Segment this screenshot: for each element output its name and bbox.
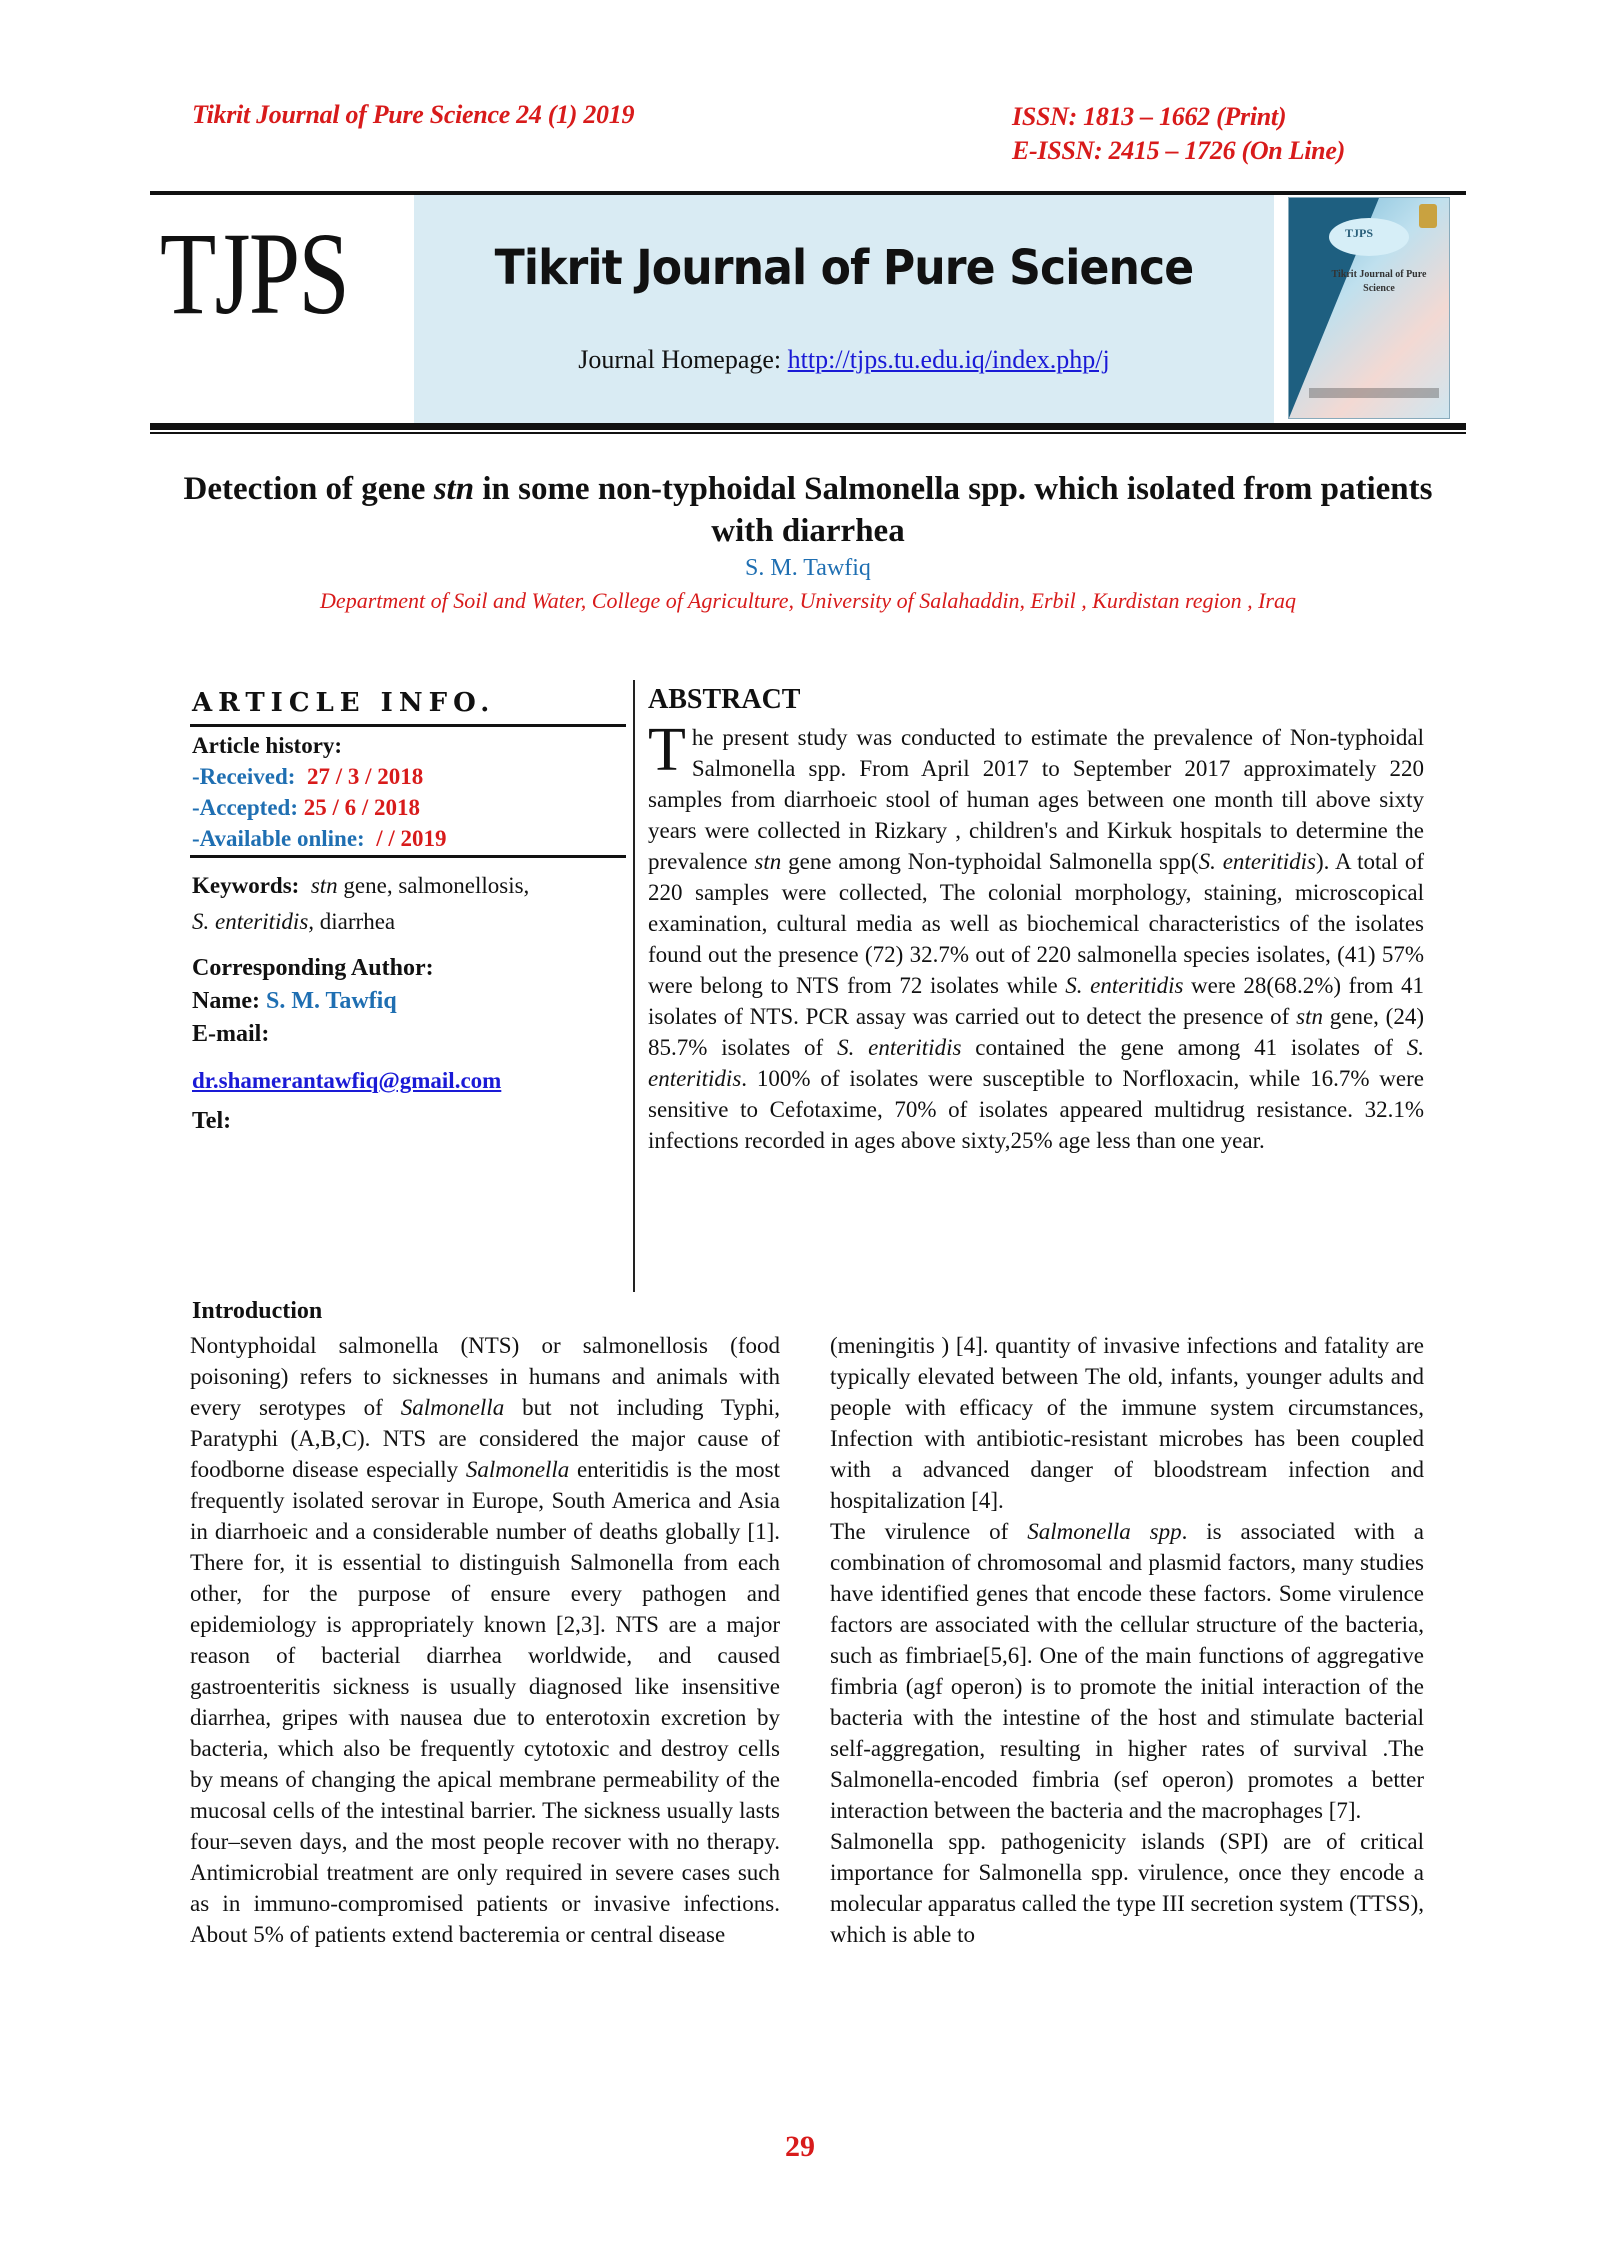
abstract-italic: S. enteritidis	[1198, 849, 1316, 874]
abstract-text: he present study was conducted to estimate the prevalence of Non-typhoidal Salmonella spp. From April 2017 to September 2017 approximately 220 samples from diarrhoeic stool of human ages between one month till above sixty years were collected in Rizkary , children's and Kirkuk hospitals to determine the prevalence	[648, 725, 1424, 874]
keyword-text: gene, salmonellosis,	[337, 873, 530, 898]
university-crest-icon	[1419, 204, 1437, 228]
cover-footer-text	[1309, 388, 1439, 398]
abstract-italic: stn	[1296, 1004, 1323, 1029]
corresponding-label: Corresponding Author:	[192, 955, 434, 981]
homepage-link[interactable]: http://tjps.tu.edu.iq/index.php/j	[787, 345, 1110, 374]
keywords-label: Keywords:	[192, 873, 300, 898]
intro-paragraph	[190, 1330, 780, 1950]
intro-text: but not including Typhi, Paratyphi (A,B,C). NTS are considered the major cause of foodborne disease especially	[190, 1395, 780, 1482]
issn-print: ISSN: 1813 – 1662 (Print)	[1012, 102, 1287, 131]
email-label: E-mail:	[192, 1021, 270, 1047]
article-info-rule-2	[190, 855, 626, 858]
drop-cap: T	[648, 716, 686, 784]
intro-paragraph	[830, 1516, 1424, 1826]
title-text-rest: in some non-typhoidal Salmonella spp. which isolated from patients with diarrhea	[474, 471, 1433, 549]
accepted-date: 25 / 6 / 2018	[303, 795, 421, 820]
page-number: 29	[785, 2130, 815, 2163]
email-link[interactable]: dr.shamerantawfiq@gmail.com	[192, 1068, 502, 1093]
intro-text: enteritidis is the most frequently isolated serovar in Europe, South America and Asia in diarrhoeic and a considerable number of deaths globally [1]. There for, it is essential to distinguish Salmonella from each other, for the purpose of ensure every pathogen and epidemiology is appropriately known [2,3]. NTS are a major reason of bacterial diarrhea worldwide, and caused gastroenteritis sickness is usually diagnosed like insensitive diarrhea, gripes with nausea due to enterotoxin excretion by bacteria, which also be frequently cytotoxic and destroy cells by means of changing the apical membrane permeability of the mucosal cells of the intestinal barrier. The sickness usually lasts four–seven days, and the most people recover with no therapy. Antimicrobial treatment are only required in severe cases such as in immuno-compromised patients or invasive infections. About 5% of patients extend bacteremia or central disease	[190, 1457, 780, 1947]
author-name: S. M. Tawfiq	[745, 555, 871, 581]
journal-issue-header: Tikrit Journal of Pure Science 24 (1) 2019	[192, 100, 635, 129]
article-title	[150, 468, 1466, 552]
introduction-left-column	[190, 1330, 780, 1950]
issn-online: E-ISSN: 2415 – 1726 (On Line)	[1012, 136, 1345, 165]
cover-title: TJPS	[1345, 226, 1374, 240]
history-label: Article history:	[192, 733, 343, 758]
keywords	[192, 868, 622, 940]
abstract-italic: S. enteritidis	[648, 1035, 1424, 1091]
article-history	[192, 730, 447, 854]
abstract-body	[648, 716, 1424, 1156]
corresponding-author	[192, 952, 434, 1051]
title-text: Detection of gene	[183, 471, 434, 507]
banner-bottom-rule	[150, 423, 1466, 430]
article-info-heading: ARTICLE INFO.	[192, 688, 496, 718]
author-affiliation: Department of Soil and Water, College of Agriculture, University of Salahaddin, Erbil , Kurdistan region , Iraq	[320, 588, 1296, 613]
abstract-text: gene, (24) 85.7% isolates of	[648, 1004, 1424, 1060]
journal-name: Tikrit Journal of Pure Science	[494, 240, 1194, 296]
intro-italic: Salmonella	[400, 1395, 505, 1420]
intro-italic: Salmonella	[465, 1457, 570, 1482]
keyword-text-2: diarrhea	[314, 909, 396, 934]
introduction-right-column	[830, 1330, 1424, 1950]
column-divider	[633, 680, 635, 1292]
intro-paragraph: Salmonella spp. pathogenicity islands (SPI) are of critical importance for Salmonella spp. virulence, once they encode a molecular apparatus called the type III secretion system (TTSS), which is able to	[830, 1829, 1424, 1947]
abstract-text: ). A total of 220 samples were collected, The colonial morphology, staining, microscopical examination, cultural media as well as biochemical characteristics of the isolates found out the presence (72) 32.7% out of 220 salmonella species isolates, (41) 57% were belong to NTS from 72 isolates while	[648, 849, 1424, 998]
intro-paragraph: (meningitis ) [4]. quantity of invasive infections and fatality are typically elevated between The old, infants, younger adults and people with efficacy of the immune system circumstances, Infection with antibiotic-resistant microbes has been coupled with a advanced danger of bloodstream infection and hospitalization [4].	[830, 1333, 1424, 1513]
issn-header	[1012, 100, 1345, 168]
received-label: -Received:	[192, 764, 296, 789]
tel-label: Tel:	[192, 1108, 232, 1134]
available-label: -Available online:	[192, 826, 365, 851]
introduction-heading: Introduction	[192, 1298, 323, 1324]
abstract-text: contained the gene among 41 isolates of	[961, 1035, 1407, 1060]
intro-text: . is associated with a combination of chromosomal and plasmid factors, many studies have identified genes that encode these factors. Some virulence factors are associated with the cellular structure of the bacteria, such as fimbriae[5,6]. One of the main functions of aggregative fimbria (agf operon) is to promote the initial interaction of the bacteria with the intestine of the host and stimulate bacterial self-aggregation, resulting in higher rates of survival .The Salmonella-encoded fimbria (sef operon) promotes a better interaction between the bacteria and the macrophages [7].	[830, 1519, 1424, 1823]
abstract-text: were 28(68.2%) from 41 isolates of NTS. PCR assay was carried out to detect the presence of	[648, 973, 1424, 1029]
intro-italic: Salmonella spp	[1027, 1519, 1182, 1544]
name-value: S. M. Tawfiq	[265, 988, 397, 1014]
keyword-gene: stn	[310, 873, 338, 898]
intro-text: The virulence of	[830, 1519, 1028, 1544]
journal-homepage	[414, 345, 1274, 375]
title-gene: stn	[433, 471, 475, 507]
available-date: / / 2019	[376, 826, 447, 851]
keyword-species: S. enteritidis,	[192, 909, 315, 934]
name-label: Name:	[192, 988, 266, 1014]
banner-bottom-thin-rule	[150, 432, 1466, 434]
abstract-italic: stn	[754, 849, 782, 874]
intro-text: Nontyphoidal salmonella (NTS) or salmonellosis (food poisoning) refers to sicknesses in humans and animals with every serotypes of	[190, 1333, 780, 1420]
abstract-text: . 100% of isolates were susceptible to Norfloxacin, while 16.7% were sensitive to Cefotaxime, 70% of isolates appeared multidrug resistance. 32.1% infections recorded in ages above sixty,25% age less than one year.	[648, 1066, 1424, 1153]
received-row	[192, 761, 447, 792]
accepted-row	[192, 792, 447, 823]
tjps-logo: TJPS	[160, 208, 349, 339]
journal-cover-image	[1288, 197, 1450, 419]
homepage-label: Journal Homepage:	[578, 345, 788, 374]
abstract-italic: S. enteritidis	[837, 1035, 962, 1060]
available-row	[192, 823, 447, 854]
cover-subtitle: Tikrit Journal of Pure Science	[1331, 269, 1427, 294]
abstract-italic: S. enteritidis	[1065, 973, 1184, 998]
accepted-label: -Accepted:	[192, 795, 299, 820]
abstract-text: gene among Non-typhoidal Salmonella spp(	[781, 849, 1199, 874]
article-info-rule	[190, 724, 626, 727]
name-row	[192, 985, 434, 1018]
banner-center-panel	[414, 195, 1274, 423]
received-date: 27 / 3 / 2018	[306, 764, 424, 789]
abstract-heading: ABSTRACT	[648, 684, 801, 715]
